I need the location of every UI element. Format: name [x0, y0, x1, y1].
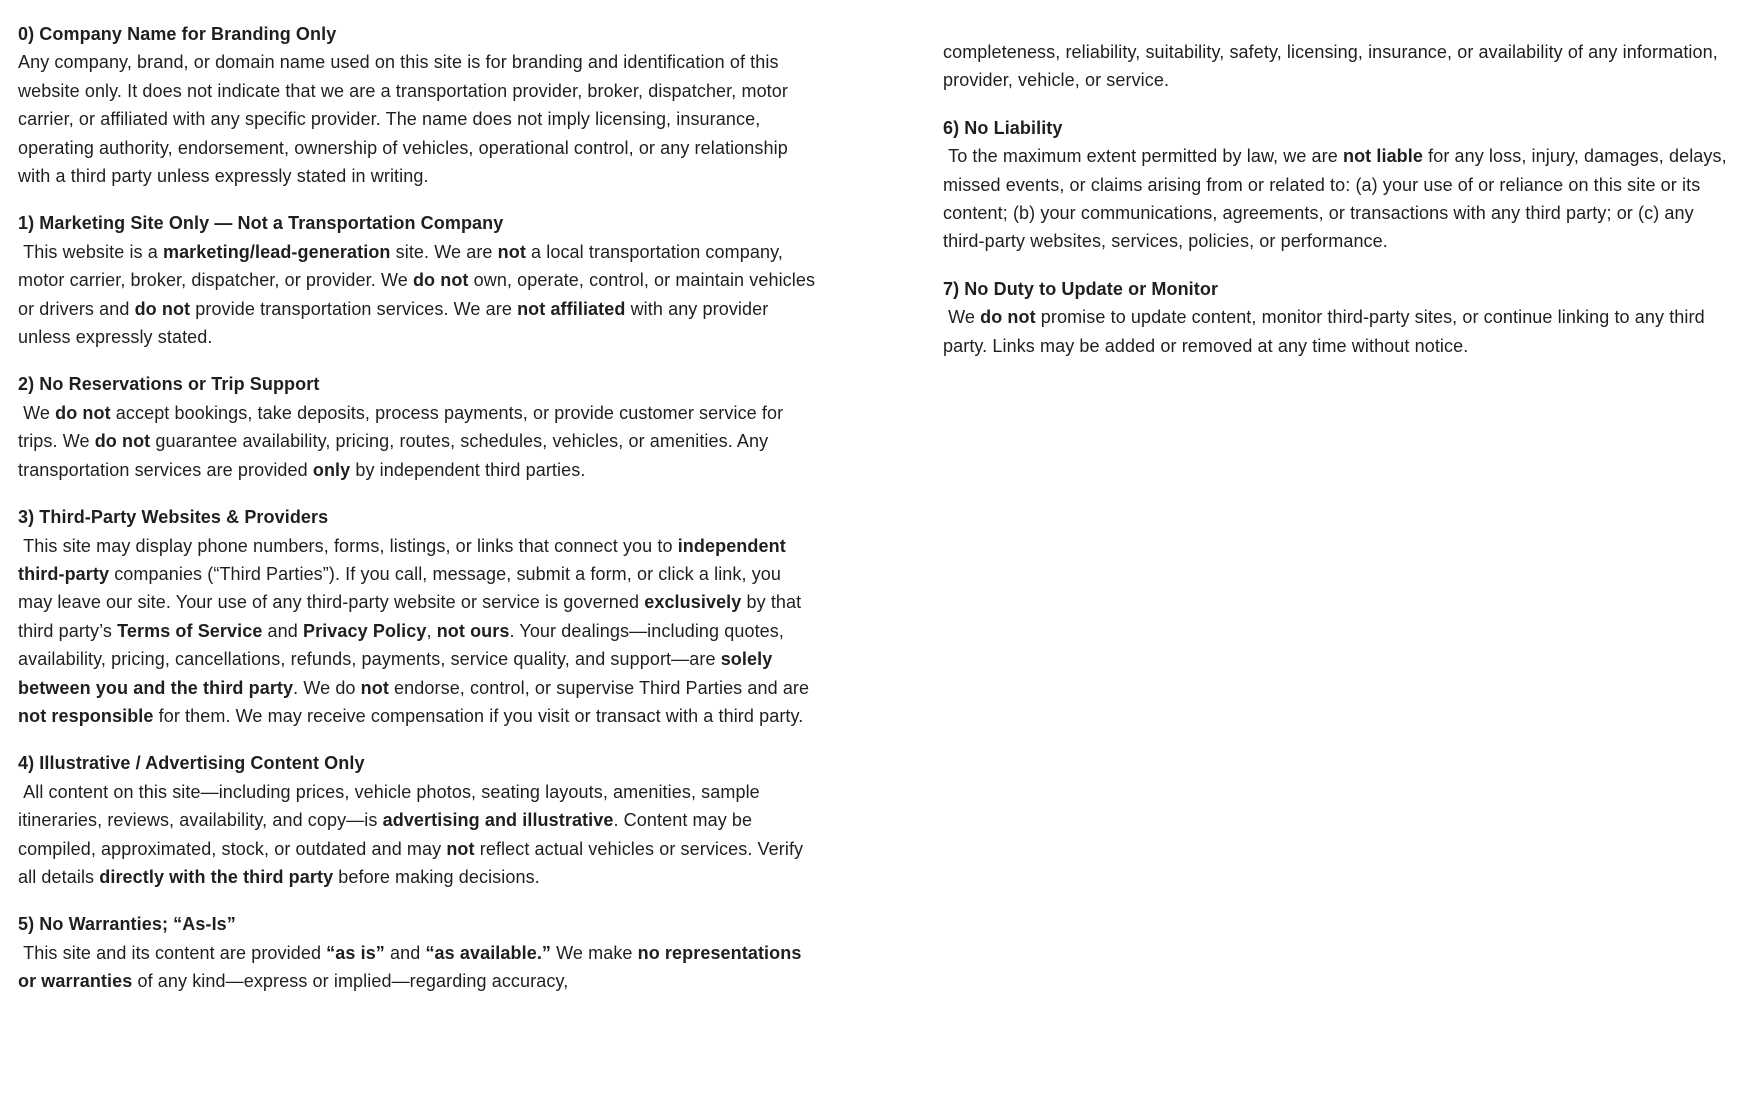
section-heading: 1) Marketing Site Only — Not a Transportation Company [18, 213, 504, 234]
bold-text-run: not [446, 838, 475, 859]
text-run: promise to update content, monitor third-party sites, or continue linking to any third party. Links may be added or removed at any time without notice. [943, 307, 1710, 356]
left-column [18, 20, 821, 1015]
text-run: To the maximum extent permitted by law, we are [943, 146, 1343, 167]
bold-text-run: advertising and illustrative [382, 810, 614, 831]
text-run: own, operate, control, or maintain vehicles or drivers and [18, 270, 821, 319]
text-run: of any kind—express or implied—regarding accuracy, [132, 971, 569, 992]
text-run: This site may display phone numbers, forms, listings, or links that connect you to [18, 535, 678, 556]
section-no-warranties-continued [943, 38, 1737, 95]
text-run: Any company, brand, or domain name used on this site is for branding and identification of this website only. It does not indicate that we are a transportation provider, broker, dispatcher, motor carrier, or affiliated with any specific provider. The name does not imply licensing, insurance, operating authority, endorsement, ownership of vehicles, operational control, or any relationship with a third party unless expressly stated in writing. [18, 52, 794, 187]
bold-text-run: Privacy Policy [303, 620, 427, 641]
text-run: We [18, 402, 56, 423]
text-run: . Your dealings—including quotes, availability, pricing, cancellations, refunds, payments, service quality, and support—are [18, 620, 790, 670]
bold-text-run: marketing/lead-generation [162, 241, 391, 262]
bold-text-run: not [360, 677, 389, 698]
bold-text-run: directly with the third party [99, 866, 334, 887]
bold-text-run: solely between you and the third party [18, 649, 778, 698]
text-run: This website is a [18, 241, 163, 262]
text-run: . We do [293, 677, 361, 698]
section-heading: 5) No Warranties; “As-Is” [18, 914, 236, 935]
text-run: for them. We may receive compensation if you visit or transact with a third party. [153, 705, 804, 726]
text-run: site. We are [390, 241, 498, 262]
bold-text-run: do not [980, 307, 1036, 328]
text-run: completeness, reliability, suitability, safety, licensing, insurance, or availability of any information, provider, vehicle, or service. [943, 42, 1723, 91]
section-no-reservations [18, 370, 818, 484]
section-heading: 2) No Reservations or Trip Support [18, 374, 320, 395]
bold-text-run: not ours [436, 620, 510, 641]
text-run: a local transportation company, motor carrier, broker, dispatcher, or provider. We [18, 241, 789, 291]
text-run: endorse, control, or supervise Third Parties and are [388, 677, 815, 698]
text-run: by that third party’s [18, 592, 807, 641]
bold-text-run: Terms of Service [117, 620, 263, 641]
text-run: guarantee availability, pricing, routes, schedules, vehicles, or amenities. Any transportation services are provided [18, 431, 774, 480]
bold-text-run: not responsible [18, 705, 154, 726]
text-run: for any loss, injury, damages, delays, missed events, or claims arising from or related to: (a) your use of or reliance on this site or its content; (b) your communications, agreements, or transactions with any third party; or (c) any third-party websites, services, policies, or performance. [943, 146, 1732, 252]
bold-text-run: not affiliated [517, 298, 626, 319]
bold-text-run: do not [412, 270, 469, 291]
text-run: and [384, 942, 426, 963]
text-run: with any provider unless expressly stated. [18, 298, 774, 348]
text-run: We make [551, 942, 638, 963]
text-run: and [262, 620, 303, 641]
text-run: All content on this site—including prices, vehicle photos, seating layouts, amenities, sample itineraries, reviews, availability, and copy—is [18, 781, 765, 831]
bold-text-run: do not [134, 298, 191, 319]
section-heading: 7) No Duty to Update or Monitor [943, 278, 1219, 299]
section-no-duty-to-update [943, 275, 1737, 360]
bold-text-run: no representations or warranties [18, 942, 807, 992]
bold-text-run: do not [55, 402, 111, 423]
bold-text-run: “as available.” [425, 942, 552, 963]
section-third-party-websites [18, 503, 818, 730]
text-run: by independent third parties. [350, 459, 586, 480]
section-heading: 6) No Liability [943, 117, 1063, 138]
right-column [943, 38, 1737, 379]
section-heading: 4) Illustrative / Advertising Content Only [18, 753, 365, 774]
text-run: , [426, 620, 437, 641]
text-run: This site and its content are provided [18, 942, 327, 963]
section-company-name-branding [18, 20, 818, 190]
text-run: reflect actual vehicles or services. Verify all details [18, 838, 809, 887]
section-heading: 0) Company Name for Branding Only [18, 24, 337, 44]
bold-text-run: independent third-party [18, 535, 791, 584]
text-run: provide transportation services. We are [190, 298, 518, 319]
bold-text-run: “as is” [326, 942, 385, 963]
text-run: companies (“Third Parties”). If you call, message, submit a form, or click a link, you may leave our site. Your use of any third-party website or service is governed [18, 563, 787, 613]
bold-text-run: not liable [1342, 146, 1423, 167]
section-illustrative-content [18, 749, 818, 891]
bold-text-run: exclusively [644, 592, 742, 613]
section-no-warranties [18, 910, 818, 995]
section-heading: 3) Third-Party Websites & Providers [18, 507, 329, 528]
bold-text-run: only [312, 459, 351, 480]
bold-text-run: not [497, 241, 526, 262]
text-run: accept bookings, take deposits, process payments, or provide customer service for trips. We [18, 402, 789, 452]
section-marketing-site-only [18, 209, 821, 351]
text-run: We [943, 307, 981, 328]
section-no-liability [943, 114, 1737, 256]
text-run: . Content may be compiled, approximated, stock, or outdated and may [18, 810, 758, 859]
text-run: before making decisions. [333, 866, 540, 887]
bold-text-run: do not [94, 431, 151, 452]
